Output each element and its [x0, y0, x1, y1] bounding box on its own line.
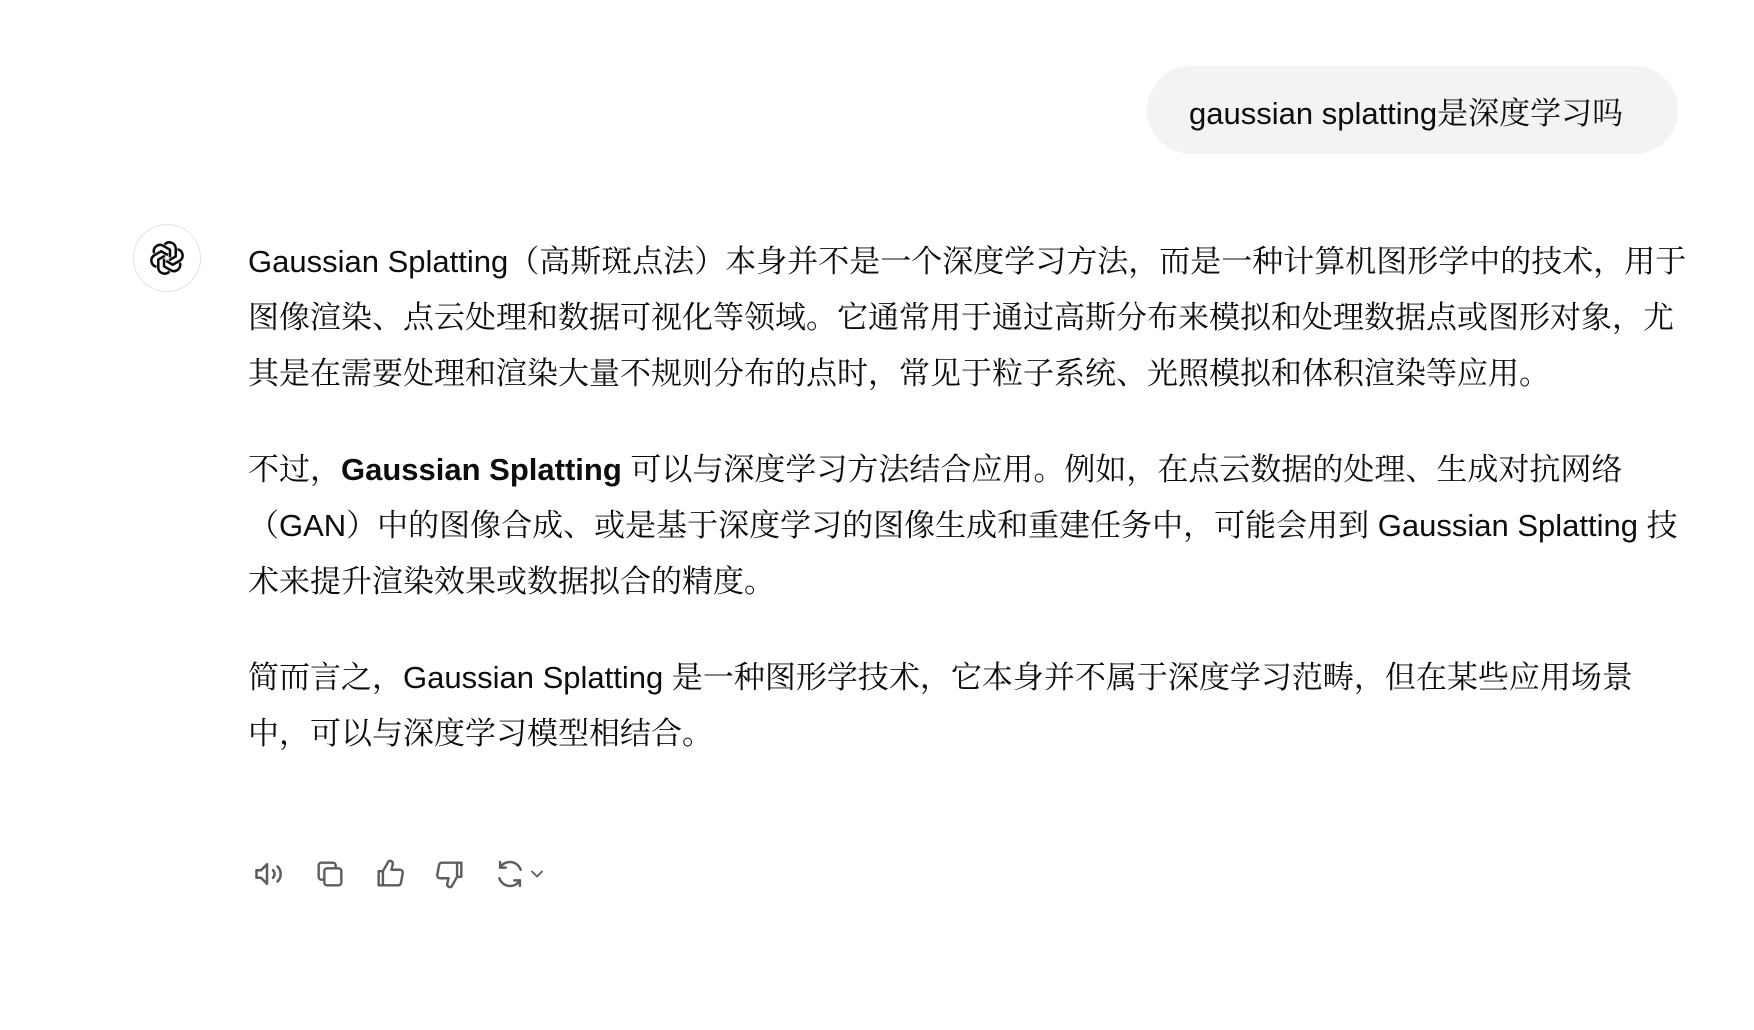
assistant-paragraph-2	[248, 442, 1688, 610]
assistant-avatar	[133, 224, 201, 292]
openai-logo-icon	[148, 239, 186, 277]
assistant-paragraph-1: Gaussian Splatting（高斯斑点法）本身并不是一个深度学习方法，而是一种计算机图形学中的技术，用于图像渲染、点云处理和数据可视化等领域。它通常用于通过高斯分布来模拟和处理数据点或图形对象，尤其是在需要处理和渲染大量不规则分布的点时，常见于粒子系统、光照模拟和体积渲染等应用。	[248, 244, 1687, 391]
read-aloud-button[interactable]	[248, 852, 292, 896]
paragraph-2-suffix: 可以与深度学习方法结合应用。例如，在点云数据的处理、生成对抗网络（GAN）中的图像合成、或是基于深度学习的图像生成和重建任务中，可能会用到 Gaussian Splatting 技术来提升渲染效果或数据拟合的精度。	[248, 452, 1678, 599]
copy-button[interactable]	[308, 852, 352, 896]
read-aloud-icon	[252, 856, 288, 892]
thumbs-up-icon	[373, 857, 407, 891]
chevron-down-icon	[527, 864, 547, 884]
message-actions-toolbar	[248, 852, 568, 896]
user-message-text: gaussian splatting是深度学习吗	[1189, 95, 1624, 131]
thumbs-down-button[interactable]	[428, 852, 472, 896]
user-message-bubble	[1147, 66, 1678, 154]
regenerate-icon	[493, 857, 527, 891]
thumbs-down-icon	[433, 857, 467, 891]
assistant-paragraph-3: 简而言之，Gaussian Splatting 是一种图形学技术，它本身并不属于深度学习范畴，但在某些应用场景中，可以与深度学习模型相结合。	[248, 660, 1633, 751]
thumbs-up-button[interactable]	[368, 852, 412, 896]
regenerate-button[interactable]	[488, 852, 552, 896]
paragraph-2-bold-term: Gaussian Splatting	[341, 452, 622, 487]
assistant-message	[248, 234, 1688, 762]
copy-icon	[313, 857, 347, 891]
paragraph-2-prefix: 不过，	[248, 452, 341, 487]
